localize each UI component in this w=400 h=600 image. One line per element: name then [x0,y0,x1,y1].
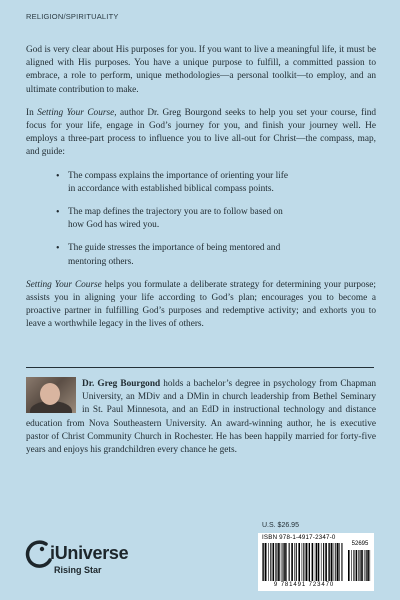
section-divider [26,367,374,368]
intro-paragraph: God is very clear about His purposes for you. If you want to live a meaningful life, it must be aligned with His purposes. You have a unique purpose to fulfill, a committed passion to embrace, a role to perform, unique methodologies—a personal toolkit—to employ, and an ultimate contribution to make. [26,45,376,95]
price-code: 52695 [351,541,369,547]
blurb [26,44,376,342]
ean-digits: 9 781491 723470 [273,582,335,588]
bullet-compass: • The compass explains the importance of orienting your life in accordance with established biblical compass points. [56,170,288,196]
isbn-label: ISBN 978-1-4917-2347-0 [262,534,336,541]
description-text: , author Dr. Greg Bourgond seeks to help you set your course, find focus for your life, engage in God’s journey for you, and finish your journey well. He employs a three-part process to influence you to live all-out for Christ—the compass, map, and guide: [26,107,376,158]
bullet-map: • The map defines the trajectory you are to follow based on how God has wired you. [56,206,288,232]
description-lead: In [26,107,38,118]
bullet-list [26,170,376,269]
barcode-bars-icon [262,543,344,581]
description-paragraph [26,107,376,160]
author-bio [26,378,376,457]
category-label: RELIGION/SPIRITUALITY [26,12,119,21]
author-name: Dr. Greg Bourgond [82,379,161,389]
closing-text: helps you formulate a deliberate strategy for determining your purpose; assists you in aligning your life according to God’s plan; encourages you to become a proactive partner in fulfilling God’s purposes and redemptive activity; and exhorts you to leave a worthwhile legacy in the lives of others. [26,279,376,330]
closing-paragraph [26,279,376,332]
publisher-imprint: Rising Star [54,565,102,575]
publisher-name: iUniverse [50,543,129,563]
book-title-italic: Setting Your Course [37,107,115,118]
author-photo [26,377,76,413]
isbn-barcode [258,533,374,591]
bullet-guide: • The guide stresses the importance of being mentored and mentoring others. [56,242,288,268]
addon-barcode-icon [348,550,372,581]
publisher-logo [24,540,164,584]
price-label: U.S. $26.95 [262,522,299,529]
book-title-italic: Setting Your Course [26,279,102,290]
author-bio-text: holds a bachelor’s degree in psychology from Chapman University, an MDiv and a DMin in church leadership from Bethel Seminary in St. Paul Minnesota, and an EdD in instructional technology and distance education from Nova Southeastern University. An award-winning author, he is executive pastor of Christ Community Church in Rochester. He has been happily married for forty-five years and enjoys his grandchildren every chance he gets. [26,379,376,456]
